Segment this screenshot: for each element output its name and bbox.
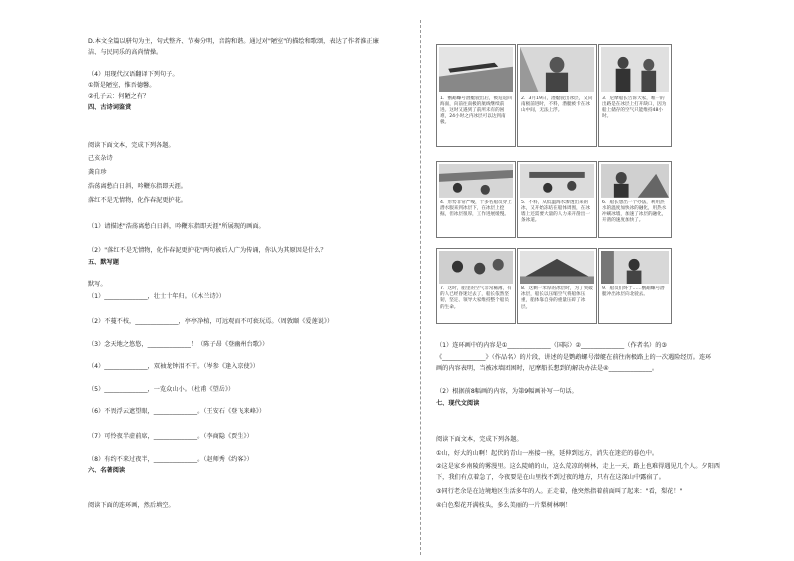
poem-author: 龚自珍 bbox=[88, 169, 107, 176]
option-d-line2: 洁、与民同乐的高尚情操。 bbox=[88, 49, 163, 56]
page-divider bbox=[420, 20, 421, 555]
comic-caption: 3．尼摩船长告诉大家，唯一的出路是在冰层上打开缺口，因为船上储存的空气只能维持48小时。 bbox=[602, 95, 667, 120]
option-d-line1: D.本文全篇以骈句为主，句式整齐、节奏分明，音韵和谐。通过对"陋室"的描绘和歌颂，表达了作者淮正廉 bbox=[88, 38, 379, 45]
poem-intro: 阅读下面文本，完成下列各题。 bbox=[88, 142, 175, 149]
comic-panel bbox=[517, 44, 597, 147]
reading-paragraph-2-line2: 下，我们有点着急了，今夜要是在山里找不到过夜的地方，只有在这深山中露宿了。 bbox=[436, 474, 665, 481]
comic-question-1-line2: 《______________》（作品名）的片段，讲述的是鹦鹉螺号潜艇在前往南极路上的一次遇险经历。连环 bbox=[436, 354, 712, 361]
comic-illustration bbox=[601, 164, 669, 198]
comic-illustration bbox=[601, 47, 669, 92]
q4-item-1: ①斯是陋室，惟吾德馨。 bbox=[88, 82, 156, 89]
poem-question-1: （1）请描述"浩荡离愁白日斜，吟鞭东指即天涯"所展现的画面。 bbox=[88, 223, 265, 230]
comic-illustration bbox=[520, 47, 594, 92]
comic-panel bbox=[436, 44, 516, 147]
comic-illustration bbox=[439, 47, 513, 92]
section-5-title: 五、默写题 bbox=[88, 259, 119, 266]
dictation-item: （1）______________，壮士十年归。（《木兰诗》） bbox=[88, 293, 225, 300]
comic-illustration bbox=[601, 251, 669, 284]
reading-paragraph-3: ③同行老余是在边境地区生活多年的人。正走着，他突然指着前面叫了起来："看，梨花！" bbox=[436, 488, 683, 495]
comic-question-1-line1: （1）连环画中的内容是①______________（国际）②______________（作者名）的③ bbox=[436, 342, 667, 349]
dictation-item: （4）______________，双袖龙钟泪不干。（岑参《逢入京使》） bbox=[88, 363, 259, 370]
comic-caption: 9．船员们终于……鹦鹉螺号潜艇冲出冰层向北驶去。 bbox=[602, 286, 665, 298]
reading-paragraph-2-line1: ②这是家乡南陵的雾漫里。这么陡峭的山，这么荒凉的树林，走上一天，路上也难得遇见几个人。夕阳西 bbox=[436, 463, 720, 470]
poem-line-2: 落红不是无情物，化作春泥更护花。 bbox=[88, 197, 187, 204]
dictation-item: （5）______________，一览众山小。（杜甫《望岳》） bbox=[88, 386, 235, 393]
reading-paragraph-4: ④白色梨花开满枝头，多么美丽的一片梨树林啊！ bbox=[436, 502, 572, 509]
section-6-title: 六、名著阅读 bbox=[88, 467, 126, 474]
section-6-intro: 阅读下面的连环画，然后填空。 bbox=[88, 502, 175, 509]
comic-caption: 8．这剩一米厚的冰层时，为了突破冰层，船长以压缩空气将船体压重，船体靠自身的重量压碎了冰层。 bbox=[521, 286, 593, 310]
comic-illustration bbox=[520, 251, 594, 284]
comic-question-2: （2）根据前8幅画的内容，为第9幅画补写一句话。 bbox=[436, 388, 578, 395]
dictation-item: （6）不畏浮云遮望眼，______________。（王安石《登飞来峰》） bbox=[88, 408, 266, 415]
comic-illustration bbox=[439, 251, 513, 284]
comic-caption: 6．船长想出一个办法，利用热水的温度加快冰的融化，用热水冲刷冰墙，加速了冰层的融化，开凿的速度加快了。 bbox=[602, 199, 667, 224]
section-7-title: 七、现代文阅读 bbox=[436, 400, 480, 407]
comic-panel bbox=[436, 248, 516, 324]
dictation-item: （2）不蔓不枝，______________，亭亭净植，可远观而不可亵玩焉。（周敦颐《爱莲说》） bbox=[88, 318, 334, 325]
dictation-item: （3）念天地之悠悠，______________！（陈子昂《登幽州台歌》） bbox=[88, 341, 269, 348]
comic-panel bbox=[598, 161, 672, 238]
comic-panel bbox=[517, 161, 597, 238]
comic-panel bbox=[598, 248, 672, 324]
dictation-intro: 默写。 bbox=[88, 281, 107, 288]
comic-question-1-line3: 画的内容表明，当被冰墙团困时，尼摩船长想到的解决办法是④______________。 bbox=[436, 365, 659, 372]
poem-line-1: 浩荡离愁白日斜，吟鞭东指即天涯。 bbox=[88, 183, 187, 190]
dictation-item: （8）有约不来过夜半，______________。（赵师秀《约客》） bbox=[88, 456, 253, 463]
poem-title: 己亥杂诗 bbox=[88, 155, 113, 162]
comic-caption: 1．鹦鹉螺号潜艇驶出后，被迫返回海面，向前往南极的航线继续前进。这时又遇到了前所未有的困难，24小时之内冰层可以达到南极。 bbox=[440, 95, 512, 126]
comic-panel bbox=[598, 44, 672, 147]
comic-illustration bbox=[520, 164, 594, 198]
q4-item-2: ②孔子云：何陋之有？ bbox=[88, 93, 150, 100]
comic-caption: 7．这时，船里的空气非常稀薄，有的人已经昏迷过去了，船长依然坚韧，坚定、领导大家维持整个船员的生命。 bbox=[440, 286, 512, 310]
reading-paragraph-1: ①山，好大的山啊！起伏的青山一座接一座，延伸到远方，消失在迷茫的暮色中。 bbox=[436, 450, 659, 457]
dictation-item: （7）可怜夜半虚前席，______________。（李商隐《贾生》） bbox=[88, 433, 253, 440]
comic-caption: 4．形势非常严峻，十多名船员穿上潜水服来到冰层下，在冰层上挖掘，但冰层很厚，工作进展缓慢。 bbox=[440, 199, 512, 217]
q4-title: （4）用现代汉语翻译下列句子。 bbox=[88, 71, 179, 78]
comic-caption: 2．3月19日，潜艇驶出冰层，又向南极前进时，不料，潜艇被卡在冰山中间，无法上浮。 bbox=[521, 95, 593, 113]
poem-question-2: （2）"落红不是无情物，化作春泥更护花"两句被后人广为传诵，你认为其原因是什么？ bbox=[88, 247, 327, 254]
reading-intro: 阅读下面文本，完成下列各题。 bbox=[436, 436, 523, 443]
comic-illustration bbox=[439, 164, 513, 198]
comic-panel bbox=[517, 248, 597, 324]
section-4-title: 四、古诗词鉴赏 bbox=[88, 104, 132, 111]
comic-panel bbox=[436, 161, 516, 238]
comic-caption: 5．不料，从低温海水渗透出来的冰，又开始冻结在船体周围，在冰墙上还需要大量的人力来开凿出一条冰道。 bbox=[521, 199, 590, 224]
